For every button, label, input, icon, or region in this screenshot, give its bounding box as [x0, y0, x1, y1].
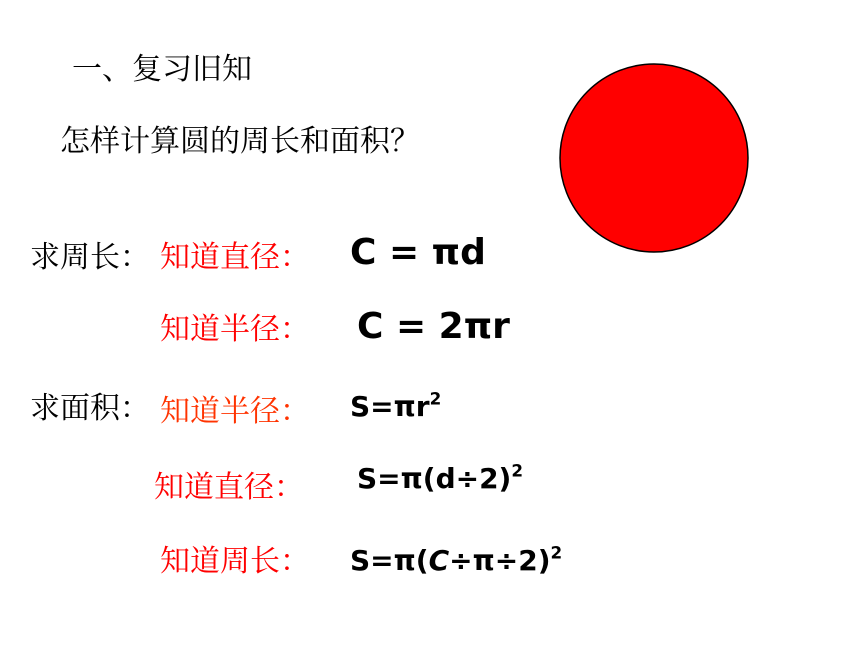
circumference-label: 求周长：: [30, 240, 150, 275]
condition-circumference-area: 知道周长：: [160, 544, 310, 579]
formula-part: ÷π÷2): [449, 544, 551, 577]
area-label: 求面积：: [30, 391, 150, 426]
question-text: 怎样计算圆的周长和面积？: [60, 124, 420, 159]
formula-part: S=π(: [350, 544, 429, 577]
condition-diameter-circ: 知道直径：: [160, 240, 310, 275]
condition-radius-area: 知道半径：: [160, 394, 310, 429]
formula-area-radius: [350, 390, 441, 423]
formula-area-diameter: [357, 462, 523, 495]
red-circle: [556, 62, 752, 258]
formula-exponent: 2: [511, 460, 524, 481]
formula-circumference-radius: C = 2πr: [357, 306, 510, 347]
formula-exponent: 2: [429, 388, 442, 409]
formula-circumference-diameter: C = πd: [350, 232, 486, 273]
formula-exponent: 2: [550, 542, 563, 563]
formula-base: S=π(d÷2): [357, 462, 512, 495]
section-title: 一、复习旧知: [72, 52, 252, 87]
formula-base: S=πr: [350, 390, 430, 423]
circle-shape: [560, 64, 748, 252]
condition-radius-circ: 知道半径：: [160, 312, 310, 347]
condition-diameter-area: 知道直径：: [154, 470, 304, 505]
formula-area-circumference: [350, 544, 562, 577]
formula-variable-c: C: [428, 544, 450, 577]
